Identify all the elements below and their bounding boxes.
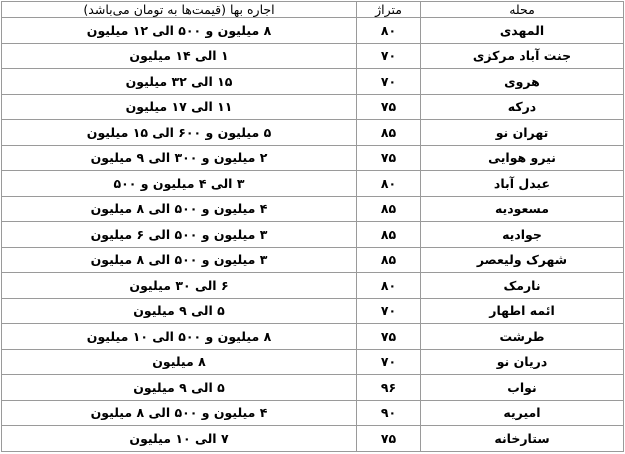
table-row bbox=[2, 375, 624, 401]
cell-meter: ۹۰ bbox=[357, 400, 421, 426]
cell-meter: ۷۵ bbox=[357, 426, 421, 452]
cell-rent: ۸ میلیون و ۵۰۰ الی ۱۲ میلیون bbox=[2, 18, 357, 44]
table-row bbox=[2, 43, 624, 69]
cell-area: هروی bbox=[421, 69, 624, 95]
cell-meter: ۷۰ bbox=[357, 349, 421, 375]
cell-meter: ۸۰ bbox=[357, 18, 421, 44]
header-area: محله bbox=[421, 2, 624, 18]
cell-area: نارمک bbox=[421, 273, 624, 299]
cell-meter: ۸۵ bbox=[357, 196, 421, 222]
table-header-row bbox=[2, 2, 624, 18]
table-row bbox=[2, 247, 624, 273]
rent-table bbox=[1, 1, 624, 452]
cell-rent: ۳ میلیون و ۵۰۰ الی ۶ میلیون bbox=[2, 222, 357, 248]
cell-rent: ۱۵ الی ۳۲ میلیون bbox=[2, 69, 357, 95]
header-meter: متراژ bbox=[357, 2, 421, 18]
cell-meter: ۸۰ bbox=[357, 171, 421, 197]
cell-meter: ۷۵ bbox=[357, 94, 421, 120]
table-row bbox=[2, 222, 624, 248]
table-row bbox=[2, 145, 624, 171]
cell-area: ستارخانه bbox=[421, 426, 624, 452]
cell-area: ائمه اطهار bbox=[421, 298, 624, 324]
cell-rent: ۷ الی ۱۰ میلیون bbox=[2, 426, 357, 452]
cell-meter: ۸۵ bbox=[357, 120, 421, 146]
cell-meter: ۸۵ bbox=[357, 247, 421, 273]
cell-rent: ۸ میلیون و ۵۰۰ الی ۱۰ میلیون bbox=[2, 324, 357, 350]
cell-rent: ۱ الی ۱۴ میلیون bbox=[2, 43, 357, 69]
table-row bbox=[2, 120, 624, 146]
table-row bbox=[2, 18, 624, 44]
cell-meter: ۷۵ bbox=[357, 145, 421, 171]
cell-meter: ۸۰ bbox=[357, 273, 421, 299]
cell-rent: ۶ الی ۳۰ میلیون bbox=[2, 273, 357, 299]
cell-area: امیریه bbox=[421, 400, 624, 426]
table-row bbox=[2, 69, 624, 95]
cell-rent: ۳ الی ۴ میلیون و ۵۰۰ bbox=[2, 171, 357, 197]
cell-area: تهران نو bbox=[421, 120, 624, 146]
cell-rent: ۴ میلیون و ۵۰۰ الی ۸ میلیون bbox=[2, 400, 357, 426]
cell-rent: ۱۱ الی ۱۷ میلیون bbox=[2, 94, 357, 120]
table-row bbox=[2, 324, 624, 350]
table-row bbox=[2, 196, 624, 222]
cell-area: المهدی bbox=[421, 18, 624, 44]
cell-area: عبدل آباد bbox=[421, 171, 624, 197]
cell-rent: ۴ میلیون و ۵۰۰ الی ۸ میلیون bbox=[2, 196, 357, 222]
table-row bbox=[2, 298, 624, 324]
cell-area: مسعودیه bbox=[421, 196, 624, 222]
cell-rent: ۵ الی ۹ میلیون bbox=[2, 375, 357, 401]
cell-meter: ۹۶ bbox=[357, 375, 421, 401]
table-row bbox=[2, 171, 624, 197]
cell-meter: ۷۰ bbox=[357, 298, 421, 324]
cell-meter: ۷۰ bbox=[357, 43, 421, 69]
cell-rent: ۲ میلیون و ۳۰۰ الی ۹ میلیون bbox=[2, 145, 357, 171]
cell-area: دریان نو bbox=[421, 349, 624, 375]
cell-area: طرشت bbox=[421, 324, 624, 350]
table-body bbox=[2, 18, 624, 452]
table-row bbox=[2, 94, 624, 120]
rent-table-container bbox=[1, 1, 623, 452]
header-rent: اجاره بها (قیمت‌ها به تومان می‌باشد) bbox=[2, 2, 357, 18]
cell-area: جوادیه bbox=[421, 222, 624, 248]
cell-area: نیرو هوایی bbox=[421, 145, 624, 171]
cell-area: نواب bbox=[421, 375, 624, 401]
cell-area: جنت آباد مرکزی bbox=[421, 43, 624, 69]
table-row bbox=[2, 426, 624, 452]
table-row bbox=[2, 273, 624, 299]
cell-meter: ۷۵ bbox=[357, 324, 421, 350]
cell-area: درکه bbox=[421, 94, 624, 120]
cell-meter: ۸۵ bbox=[357, 222, 421, 248]
cell-rent: ۵ میلیون و ۶۰۰ الی ۱۵ میلیون bbox=[2, 120, 357, 146]
cell-area: شهرک ولیعصر bbox=[421, 247, 624, 273]
cell-rent: ۵ الی ۹ میلیون bbox=[2, 298, 357, 324]
table-row bbox=[2, 349, 624, 375]
cell-meter: ۷۰ bbox=[357, 69, 421, 95]
cell-rent: ۸ میلیون bbox=[2, 349, 357, 375]
table-row bbox=[2, 400, 624, 426]
cell-rent: ۳ میلیون و ۵۰۰ الی ۸ میلیون bbox=[2, 247, 357, 273]
